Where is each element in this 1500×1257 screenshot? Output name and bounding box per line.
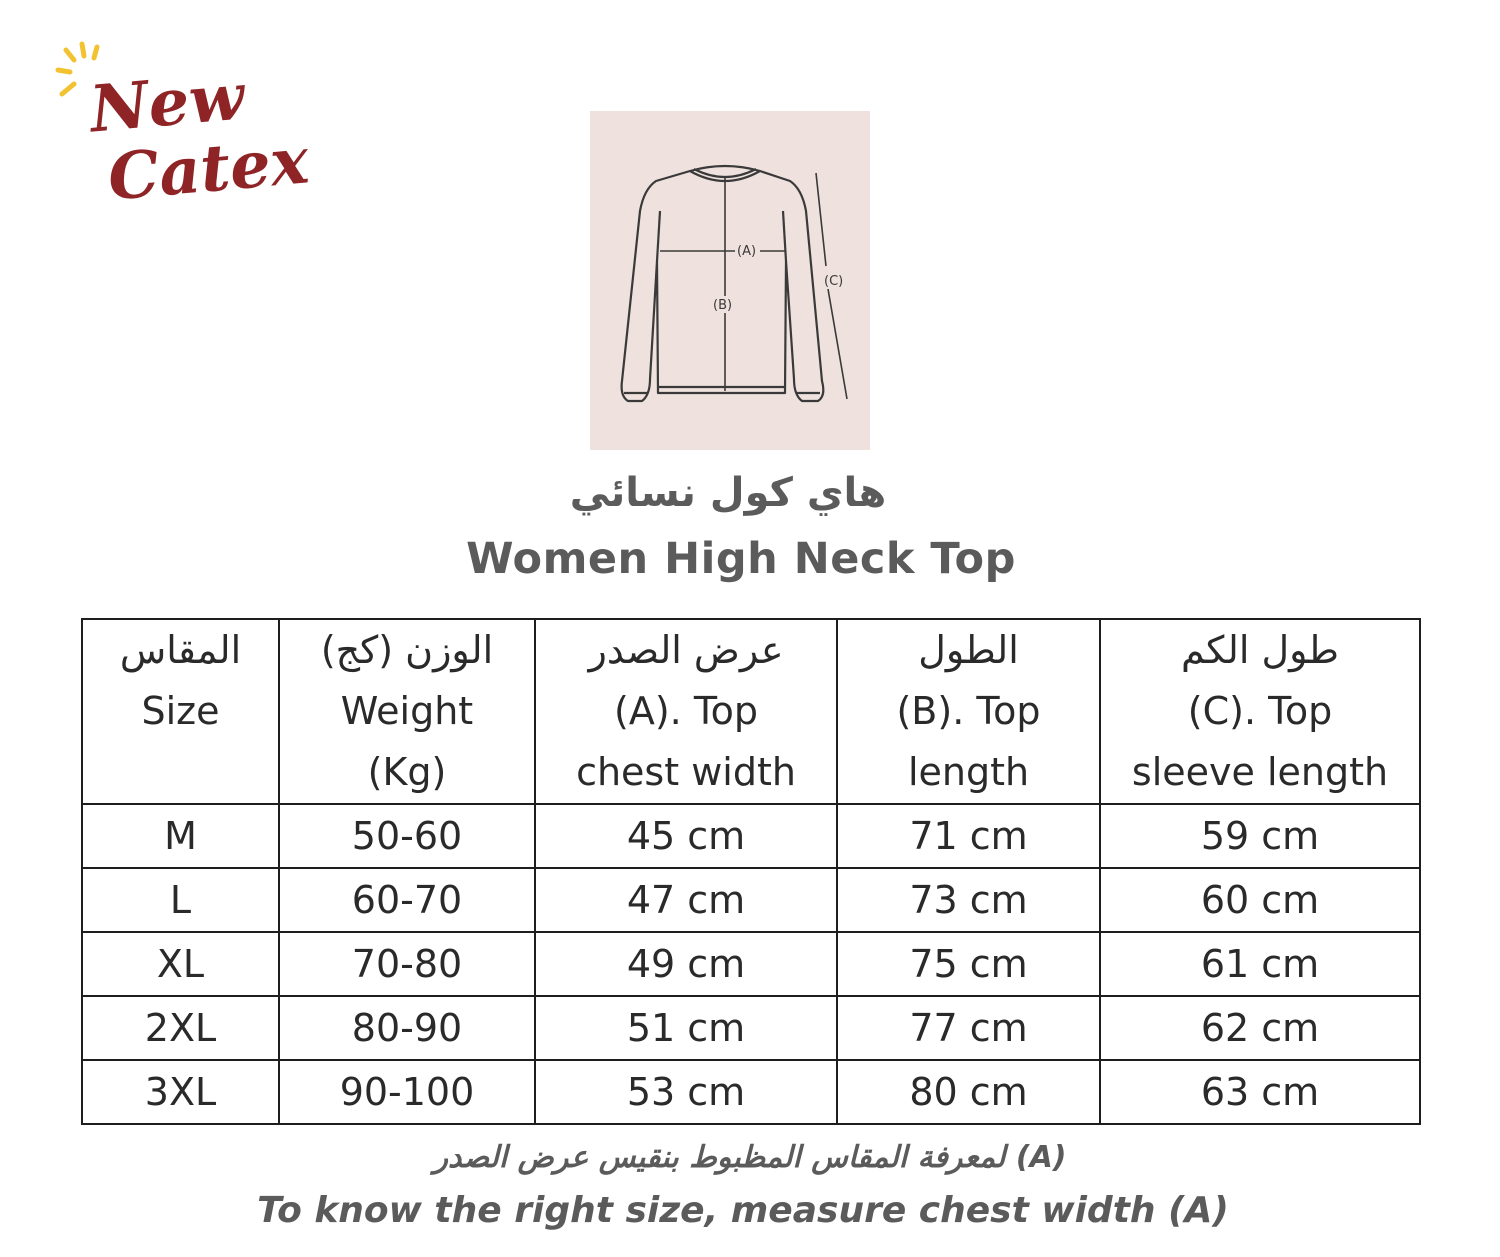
footer-note-arabic: لمعرفة المقاس المظبوط بنقيس عرض الصدر (A) — [433, 1140, 1067, 1175]
header-weight: الوزن (كج) Weight (Kg) — [279, 619, 535, 804]
table-row — [82, 868, 1420, 932]
table-header-row — [82, 619, 1420, 804]
table-cell: M — [82, 804, 279, 868]
table-cell: 51 cm — [535, 996, 837, 1060]
garment-illustration — [590, 111, 870, 450]
table-cell: 59 cm — [1100, 804, 1420, 868]
table-cell: 53 cm — [535, 1060, 837, 1124]
svg-text:(A): (A) — [737, 244, 757, 259]
brand-word-catex: Catex — [105, 123, 312, 216]
table-cell: 62 cm — [1100, 996, 1420, 1060]
svg-text:(B): (B) — [713, 298, 733, 313]
table-cell: 3XL — [82, 1060, 279, 1124]
brand-word-new: New — [86, 59, 248, 148]
table-cell: 77 cm — [837, 996, 1100, 1060]
table-cell: 73 cm — [837, 868, 1100, 932]
header-sleeve-length: طول الكم (C). Top sleeve length — [1100, 619, 1420, 804]
table-cell: XL — [82, 932, 279, 996]
long-sleeve-top-icon — [590, 111, 870, 450]
table-cell: 80-90 — [279, 996, 535, 1060]
table-cell: 75 cm — [837, 932, 1100, 996]
table-row — [82, 804, 1420, 868]
header-size: المقاس Size — [82, 619, 279, 804]
product-title-english: Women High Neck Top — [466, 534, 1016, 584]
table-row — [82, 932, 1420, 996]
svg-text:(C): (C) — [824, 274, 844, 289]
table-row — [82, 1060, 1420, 1124]
size-chart-table — [81, 618, 1421, 1125]
table-cell: 47 cm — [535, 868, 837, 932]
table-cell: 90-100 — [279, 1060, 535, 1124]
footer-note-english: To know the right size, measure chest width (A) — [257, 1190, 1229, 1231]
table-row — [82, 996, 1420, 1060]
table-cell: 70-80 — [279, 932, 535, 996]
table-cell: 49 cm — [535, 932, 837, 996]
brand-logo — [52, 38, 312, 218]
table-cell: 61 cm — [1100, 932, 1420, 996]
product-title-arabic: هاي كول نسائي — [569, 470, 887, 516]
table-cell: 63 cm — [1100, 1060, 1420, 1124]
table-cell: L — [82, 868, 279, 932]
table-cell: 71 cm — [837, 804, 1100, 868]
table-cell: 60-70 — [279, 868, 535, 932]
header-chest-width: عرض الصدر (A). Top chest width — [535, 619, 837, 804]
table-cell: 50-60 — [279, 804, 535, 868]
table-cell: 80 cm — [837, 1060, 1100, 1124]
table-cell: 45 cm — [535, 804, 837, 868]
table-cell: 60 cm — [1100, 868, 1420, 932]
table-cell: 2XL — [82, 996, 279, 1060]
header-length: الطول (B). Top length — [837, 619, 1100, 804]
